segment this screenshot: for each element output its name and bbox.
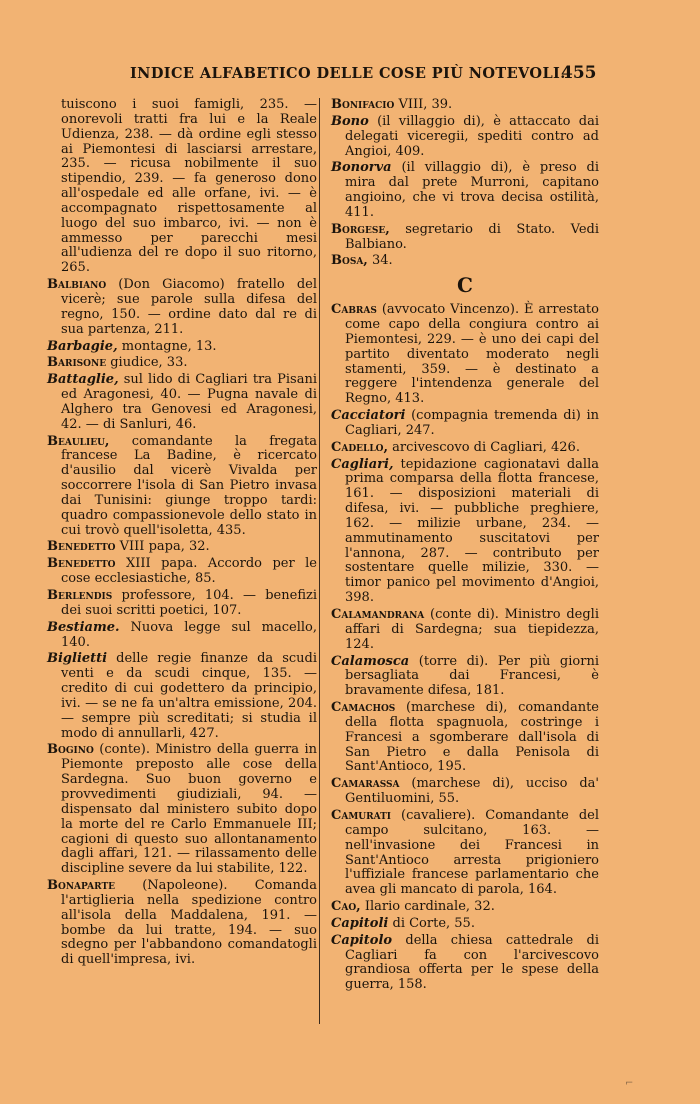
entry-text: (conte). Ministro della guerra in Piemonte preposto alle cose della Sardegna. Suo buon governo e provvedimenti giudiziali, 94. — dispensato dal ministero subito dopo la morte del re Carlo Emmanuele III; cagioni di questo suo allontanamento dagli affari, 121. — rilassamento delle discipline severe da lui stabilite, 122. — [61, 742, 317, 877]
entry-headword: Barbagie, — [47, 338, 118, 354]
index-entry — [331, 115, 599, 160]
index-entry — [331, 934, 599, 993]
entry-text: (Don Giacomo) fratello del vicerè; sue parole sulla difesa del regno, 150. — ordine dato dal re di sua partenza, 211. — [61, 277, 317, 337]
entry-headword: Capitoli — [331, 915, 389, 931]
entry-text: comandante la fregata francese La Badine, è ricercato d'ausilio dal vicerè Vivalda per soccorrere l'isola di San Pietro invasa dai Tunisini: giunge troppo tardi: quadro compassionevole dello stato in cui trovò quell'isoletta, 435. — [61, 433, 317, 538]
index-entry — [331, 655, 599, 700]
right-entry-list-b — [331, 98, 599, 269]
index-entry — [47, 557, 317, 587]
entry-headword: Capitolo — [331, 932, 393, 948]
index-entry — [47, 652, 317, 741]
entry-text: 34. — [367, 253, 393, 269]
entry-text: (Napoleone). Comanda l'artiglieria nella spedizione contro all'isola della Maddalena, 191. — bombe da lui tratte, 194. — suo sdegno per l'abbandono comandatogli di quell'impresa, ivi. — [61, 878, 317, 968]
entry-text: di Corte, 55. — [388, 915, 475, 931]
index-entry — [47, 540, 317, 555]
index-entry — [47, 435, 317, 539]
entry-headword: Bogino — [47, 742, 94, 758]
entry-text: tepidazione cagionatavi dalla prima comparsa della flotta francese, 161. — disposizioni materiali di difesa, ivi. — pubbliche preghiere, 162. — milizie urbane, 234. — ammutinamento suscitatovi per l'annona, 287. — contributo per sostentare quelle milizie, 330. — timor panico pel movimento d'Angioi, 398. — [345, 456, 599, 606]
entry-text: (conte di). Ministro degli affari di Sardegna; sua tiepidezza, 124. — [345, 607, 599, 652]
page-number: 455 — [561, 63, 597, 83]
entry-headword: Barisone — [47, 355, 107, 371]
entry-headword: Camarassa — [331, 776, 400, 792]
entry-headword: Bono — [331, 113, 369, 129]
entry-text: (cavaliere). Comandante del campo sulcitano, 163. — nell'invasione dei Francesi in Sant'Antioco arresta prigioniero l'uffiziale francese parlamentario che avea gli mancato di parola, 164. — [345, 807, 599, 898]
index-entry — [47, 621, 317, 651]
index-entry — [331, 98, 599, 113]
entry-headword: Cagliari, — [331, 456, 394, 472]
entry-headword: Berlendis — [47, 588, 113, 603]
entry-headword: Cabras — [331, 302, 377, 318]
entry-text: della chiesa cattedrale di Cagliari fa con l'arcivescovo grandiosa offerta per le spese della guerra, 158. — [345, 932, 599, 993]
left-entry-list — [47, 278, 317, 968]
index-entry — [47, 589, 317, 619]
index-entry — [331, 223, 599, 253]
section-letter-c: C — [457, 273, 473, 298]
right-column — [331, 98, 599, 995]
index-entry — [47, 373, 317, 432]
entry-headword: Balbiano — [47, 277, 107, 293]
index-entry — [47, 278, 317, 337]
entry-headword: Cacciatori — [331, 408, 406, 424]
entry-headword: Cao, — [331, 899, 361, 915]
index-entry — [331, 441, 599, 456]
entry-headword: Bosa, — [331, 253, 368, 269]
entry-text: VIII, 39. — [394, 97, 453, 112]
entry-text: arcivescovo di Cagliari, 426. — [388, 439, 580, 455]
entry-text: (torre di). Per più giorni bersagliata dai Francesi, è bravamente difesa, 181. — [345, 653, 599, 699]
entry-text: (compagnia tremenda di) in Cagliari, 247. — [345, 408, 599, 438]
index-entry — [331, 409, 599, 439]
entry-text: (marchese di), comandante della flotta spagnuola, costringe i Francesi a sgomberare dall'isola di San Pietro e dalla Penisola di Sant'Antioco, 195. — [345, 700, 599, 775]
entry-text: (avvocato Vincenzo). È arrestato come capo della congiura contro ai Piemontesi, 229. — è uno dei capi del partito diventato moderato negli stamenti, 359. — è destinato a reggere l'intendenza generale del Regno, 413. — [345, 302, 599, 407]
index-entry — [331, 254, 599, 269]
entry-headword: Battaglie, — [47, 372, 119, 388]
entry-headword: Beaulieu, — [47, 433, 110, 449]
entry-text: montagne, 13. — [117, 338, 217, 354]
entry-text: giudice, 33. — [106, 355, 188, 371]
continued-entry: tuiscono i suoi famigli, 235. — onorevoli tratti fra lui e la Reale Udienza, 238. — dà ordine egli stesso ai Piemontesi di lasciarsi arrestare, 235. — ricusa nobilmente il suo stipendio, 239. — fa generoso dono all'ospedale ed alle orfane, ivi. — è accompagnato rispettosamente al luogo del suo imbarco, ivi. — non è ammesso per parecchi mesi all'udienza del re dopo il suo ritorno, 265. — [61, 97, 317, 276]
entry-headword: Bestiame. — [47, 619, 120, 635]
index-entry — [47, 356, 317, 371]
entry-headword: Bonaparte — [47, 878, 116, 894]
index-entry — [331, 161, 599, 220]
index-entry — [331, 917, 599, 932]
entry-headword: Cadello, — [331, 439, 389, 455]
entry-headword: Camurati — [331, 807, 392, 823]
entry-text: Ilario cardinale, 32. — [360, 899, 495, 915]
entry-text: XIII papa. Accordo per le cose ecclesiastiche, 85. — [61, 556, 317, 587]
left-column — [47, 98, 317, 970]
entry-headword: Calamandrana — [331, 607, 425, 622]
page-header — [0, 63, 700, 87]
index-entry — [47, 743, 317, 877]
entry-text: VIII papa, 32. — [115, 539, 210, 555]
entry-text: (il villaggio di), è preso di mira dal prete Murroni, capitano angioino, che vi trova decisa ostilità, 411. — [345, 160, 599, 220]
entry-headword: Camachos — [331, 700, 396, 716]
page-mark: ⌐ — [625, 1078, 634, 1089]
index-entry — [47, 340, 317, 355]
entry-text: sul lido di Cagliari tra Pisani ed Aragonesi, 40. — Pugna navale di Alghero tra Genovesi ed Aragonesi, 42. — di Sanluri, 46. — [61, 372, 317, 432]
entry-text: (il villaggio di), è attaccato dai delegati viceregii, spediti contro ad Angioi, 409. — [345, 113, 599, 159]
entry-headword: Bonifacio — [331, 97, 395, 112]
entry-text: (marchese di), ucciso da' Gentiluomini, 55. — [345, 776, 599, 807]
index-entry — [331, 701, 599, 775]
index-entry — [331, 809, 599, 898]
running-title: INDICE ALFABETICO DELLE COSE PIÙ NOTEVOLI. — [130, 65, 566, 82]
entry-text: delle regie finanze da scudi venti e da scudi cinque, 135. — credito di cui godettero da principio, ivi. — se ne fa un'altra emissione, 204. — sempre più screditati; si studia il modo di annullarli, 427. — [61, 651, 317, 741]
entry-text: professore, 104. — benefizi dei suoi scritti poetici, 107. — [61, 588, 317, 618]
index-entry — [331, 458, 599, 606]
index-entry — [331, 900, 599, 915]
entry-headword: Benedetto — [47, 539, 116, 555]
entry-headword: Bonorva — [331, 160, 392, 176]
column-divider — [319, 98, 320, 1024]
right-entry-list-c — [331, 303, 599, 993]
index-entry — [47, 879, 317, 968]
entry-headword: Borgese, — [331, 221, 390, 237]
entry-text: Nuova legge sul macello, 140. — [61, 619, 317, 650]
entry-headword: Biglietti — [47, 651, 108, 667]
entry-text: segretario di Stato. Vedi Balbiano. — [345, 221, 599, 252]
entry-headword: Benedetto — [47, 556, 116, 572]
entry-headword: Calamosca — [331, 653, 410, 669]
index-entry — [331, 777, 599, 807]
index-entry — [331, 303, 599, 407]
index-entry — [331, 608, 599, 653]
